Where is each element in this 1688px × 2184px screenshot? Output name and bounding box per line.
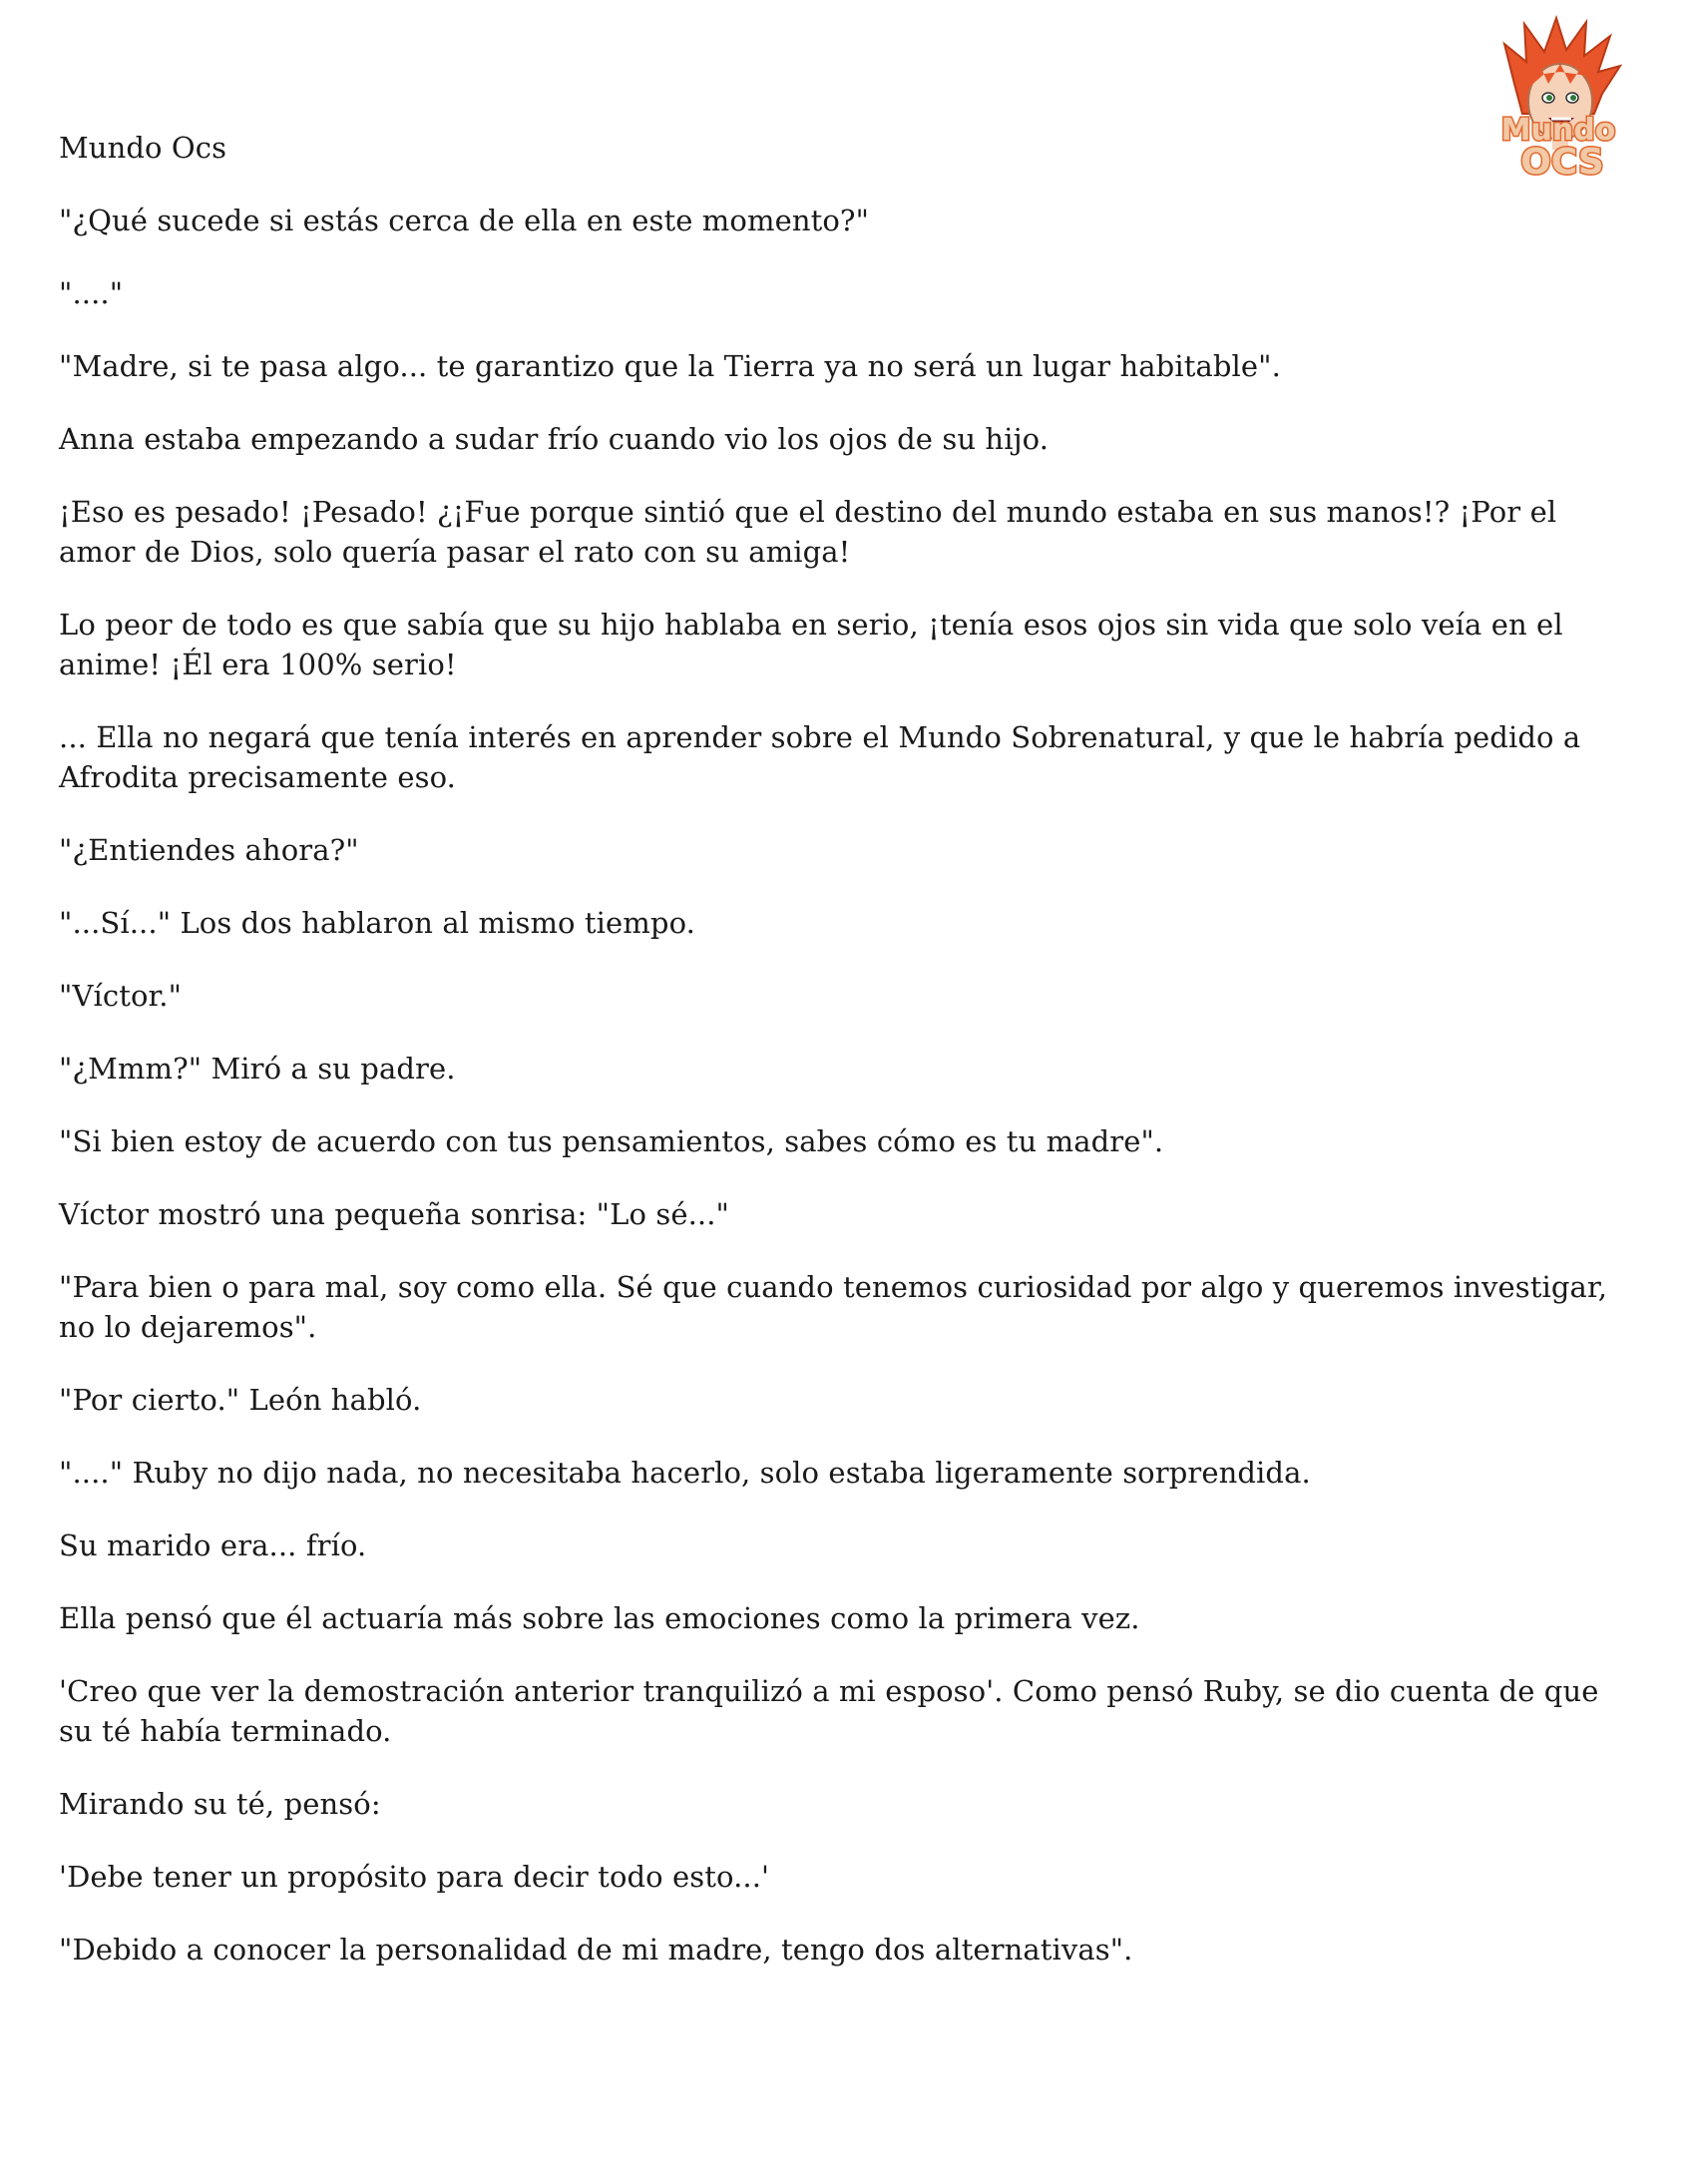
paragraph: "¿Entiendes ahora?": [59, 833, 359, 867]
logo-text-mundo: Mundo: [1500, 113, 1616, 148]
paragraph: ¡Eso es pesado! ¡Pesado! ¿¡Fue porque sintió que el destino del mundo estaba en sus manos!? ¡Por el amor de Dios, solo quería pasar el rato con su amiga!: [59, 495, 1557, 569]
paragraph: "...." Ruby no dijo nada, no necesitaba hacerlo, solo estaba ligeramente sorprendida.: [59, 1456, 1311, 1490]
paragraph: "¿Qué sucede si estás cerca de ella en este momento?": [59, 204, 870, 237]
paragraph: "¿Mmm?" Miró a su padre.: [59, 1052, 456, 1086]
paragraph: 'Debe tener un propósito para decir todo esto...': [59, 1860, 770, 1894]
paragraph: Mirando su té, pensó:: [59, 1787, 381, 1821]
paragraph: "Víctor.": [59, 979, 183, 1013]
paragraph: "Por cierto." León habló.: [59, 1383, 422, 1417]
paragraph: Mundo Ocs: [59, 131, 227, 165]
paragraph: Víctor mostró una pequeña sonrisa: "Lo sé...": [59, 1197, 729, 1231]
paragraph: "Si bien estoy de acuerdo con tus pensamientos, sabes cómo es tu madre".: [59, 1124, 1164, 1158]
paragraph: "....": [59, 276, 124, 310]
paragraph: Ella pensó que él actuaría más sobre las emociones como la primera vez.: [59, 1601, 1140, 1635]
paragraph: "Debido a conocer la personalidad de mi madre, tengo dos alternativas".: [59, 1933, 1133, 1966]
paragraph: "Madre, si te pasa algo... te garantizo que la Tierra ya no será un lugar habitable".: [59, 349, 1281, 383]
logo-text-ocs: OCS: [1520, 142, 1604, 183]
paragraph: Su marido era... frío.: [59, 1529, 367, 1562]
paragraph: Anna estaba empezando a sudar frío cuando vio los ojos de su hijo.: [59, 422, 1050, 456]
document-body: [59, 128, 1635, 2002]
paragraph: Lo peor de todo es que sabía que su hijo hablaba en serio, ¡tenía esos ojos sin vida que solo veía en el anime! ¡Él era 100% serio!: [59, 608, 1563, 681]
paragraph: "...Sí..." Los dos hablaron al mismo tiempo.: [59, 906, 695, 940]
paragraph: "Para bien o para mal, soy como ella. Sé que cuando tenemos curiosidad por algo y queremos investigar, no lo dejaremos".: [59, 1270, 1608, 1344]
paragraph: ... Ella no negará que tenía interés en aprender sobre el Mundo Sobrenatural, y que le habría pedido a Afrodita precisamente eso.: [59, 720, 1581, 794]
paragraph: 'Creo que ver la demostración anterior tranquilizó a mi esposo'. Como pensó Ruby, se dio cuenta de que su té había terminado.: [59, 1674, 1599, 1748]
